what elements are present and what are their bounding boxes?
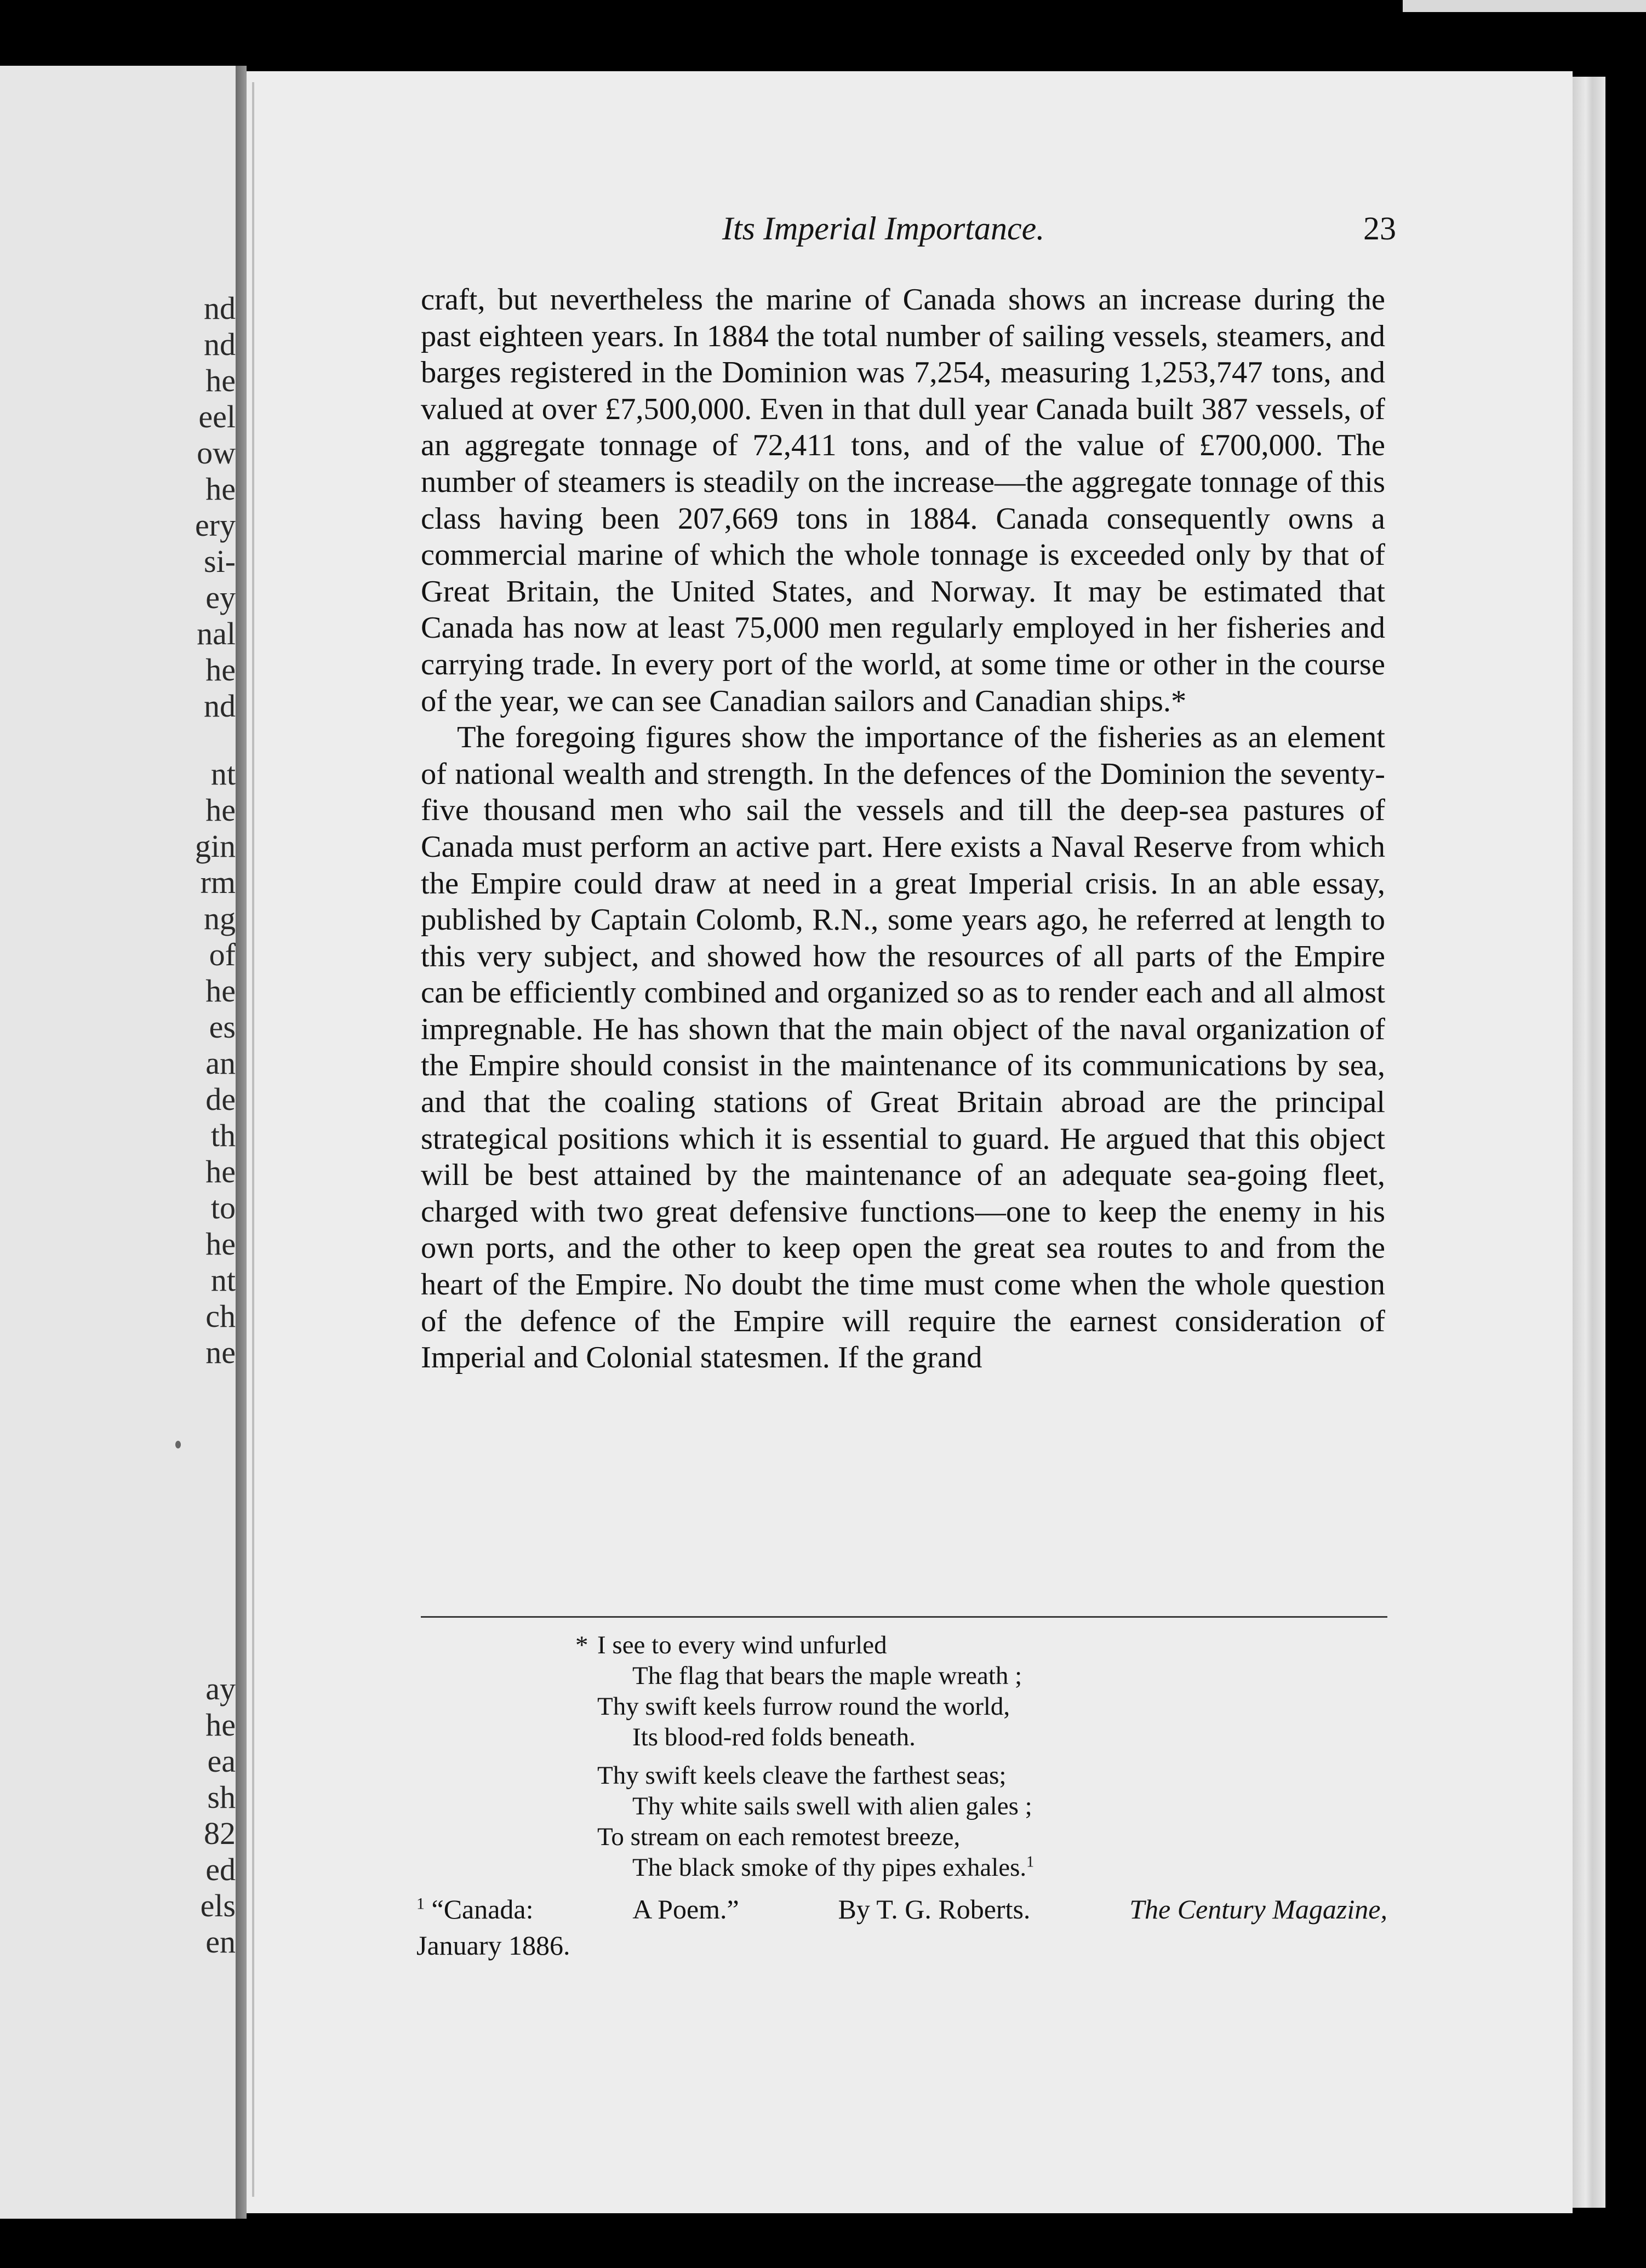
facing-page-line: rm bbox=[200, 864, 236, 900]
footnote-divider bbox=[421, 1616, 1387, 1618]
facing-page-line: eel bbox=[198, 399, 236, 434]
facing-page-line: gin bbox=[195, 828, 236, 864]
poem-footnote bbox=[575, 1630, 1200, 1891]
facing-page-line: he bbox=[205, 1154, 236, 1189]
facing-page-line: nd bbox=[204, 327, 236, 362]
poem-line: Its blood-red folds beneath. bbox=[632, 1723, 916, 1751]
footnote-marker: * bbox=[575, 1631, 588, 1659]
note-reference: 1 bbox=[1026, 1853, 1035, 1871]
facing-page-line: nd bbox=[204, 688, 236, 724]
poem-line: Thy swift keels cleave the farthest seas; bbox=[597, 1761, 1007, 1790]
facing-page-line: els bbox=[200, 1888, 236, 1923]
facing-page-line: of bbox=[209, 937, 236, 972]
facing-page-text-fragment bbox=[195, 756, 236, 1371]
facing-page-line: ch bbox=[205, 1298, 236, 1334]
poem-stanza bbox=[575, 1630, 1200, 1752]
facing-page-line: he bbox=[205, 1226, 236, 1262]
citation-source: The Century Magazine, bbox=[1129, 1894, 1387, 1925]
citation-title-cont: A Poem.” bbox=[632, 1894, 739, 1925]
facing-page-line: he bbox=[205, 652, 236, 688]
facing-page-line: nt bbox=[210, 756, 236, 792]
facing-page-line: es bbox=[209, 1009, 236, 1045]
poem-line: * I see to every wind unfurled bbox=[575, 1631, 887, 1659]
running-title: Its Imperial Importance. bbox=[722, 210, 1045, 247]
facing-page-line: he bbox=[205, 792, 236, 828]
page-number: 23 bbox=[1363, 210, 1396, 247]
citation-title: “Canada: bbox=[431, 1894, 534, 1925]
facing-page-text-fragment bbox=[201, 1671, 236, 1960]
facing-page-line: 82 bbox=[204, 1815, 236, 1851]
facing-page-line: sh bbox=[207, 1779, 236, 1815]
facing-page-line: ea bbox=[207, 1743, 236, 1779]
facing-page-line: ay bbox=[205, 1671, 236, 1706]
paragraph: The foregoing figures show the importance of the fisheries as an element of national wealth and strength. In the defences of the Dominion the seventy-five thousand men who sail the vessels and till the deep-sea pastures of Canada must perform an active part. Here exists a Naval Reserve from which the Empire could draw at need in a great Imperial crisis. In an able essay, published by Captain Colomb, R.N., some years ago, he referred at length to this very subject, and showed how the resources of all parts of the Empire can be efficiently combined and organized so as to render each and all almost impregnable. He has shown that the main object of the naval organization of the Empire should consist in the maintenance of its communications by sea, and that the coaling stations of Great Britain abroad are the principal strategical positions which it is essential to guard. He argued that this object will be best attained by the maintenance of an adequate sea-going fleet, charged with two great defensive functions—one to keep the enemy in his own ports, and the other to keep open the great sea routes to and from the heart of the Empire. No doubt the time must come when the whole question of the defence of the Empire will require the earnest consideration of Imperial and Colonial statesmen. If the grand bbox=[421, 720, 1385, 1375]
citation-date: January 1886. bbox=[416, 1930, 570, 1961]
scan-speck bbox=[175, 1441, 181, 1448]
poem-line: To stream on each remotest breeze, bbox=[597, 1823, 961, 1851]
facing-page-line: de bbox=[205, 1081, 236, 1117]
facing-page-line: nal bbox=[197, 616, 236, 651]
page-fold-line bbox=[252, 82, 254, 2197]
page-header bbox=[722, 210, 1396, 254]
poem-line: Thy white sails swell with alien gales ; bbox=[632, 1792, 1032, 1820]
paragraph: craft, but nevertheless the marine of Canada shows an increase during the past eighteen years. In 1884 the total number of sailing vessels, steamers, and barges registered in the Dominion was 7,254, measuring 1,253,747 tons, and valued at over £7,500,000. Even in that dull year Canada built 387 vessels, of an aggregate tonnage of 72,411 tons, and of the value of £700,000. The number of steamers is steadily on the increase—the aggregate tonnage of this class having been 207,669 tons in 1884. Canada consequently owns a commercial marine of which the whole tonnage is exceeded only by that of Great Britain, the United States, and Norway. It may be estimated that Canada has now at least 75,000 men regularly employed in her fisheries and carrying trade. In every port of the world, at some time or other in the course of the year, we can see Canadian sailors and Canadian ships.* bbox=[421, 283, 1385, 718]
facing-page-text-fragment bbox=[195, 290, 236, 724]
citation-author: By T. G. Roberts. bbox=[838, 1894, 1031, 1925]
facing-page-line: th bbox=[210, 1118, 236, 1153]
body-text bbox=[421, 282, 1385, 1376]
footnote-number: 1 bbox=[416, 1894, 425, 1913]
citation-footnote bbox=[416, 1891, 1387, 1963]
facing-page-line: en bbox=[205, 1924, 236, 1960]
facing-page-left bbox=[0, 66, 236, 2219]
poem-stanza bbox=[597, 1760, 1200, 1883]
page-edge-stack bbox=[1573, 77, 1605, 2208]
book-gutter bbox=[236, 66, 247, 2219]
facing-page-line: to bbox=[210, 1190, 236, 1225]
facing-page-line: ow bbox=[197, 435, 236, 471]
facing-page-line: si- bbox=[204, 543, 236, 579]
scan-edge bbox=[1403, 0, 1646, 12]
facing-page-line: an bbox=[205, 1045, 236, 1081]
facing-page-line: he bbox=[205, 973, 236, 1009]
poem-line: The black smoke of thy pipes exhales.$^1$ bbox=[632, 1853, 1035, 1882]
facing-page-line: ed bbox=[205, 1852, 236, 1887]
facing-page-line: nt bbox=[210, 1262, 236, 1298]
poem-line: Thy swift keels furrow round the world, bbox=[597, 1692, 1010, 1721]
facing-page-line: nd bbox=[204, 290, 236, 326]
facing-page-line: ery bbox=[195, 507, 236, 543]
facing-page-line: ng bbox=[204, 901, 236, 936]
poem-line: The flag that bears the maple wreath ; bbox=[632, 1662, 1022, 1690]
facing-page-line: ne bbox=[205, 1335, 236, 1370]
facing-page-line: he bbox=[205, 363, 236, 398]
facing-page-line: he bbox=[205, 1707, 236, 1743]
facing-page-line: he bbox=[205, 471, 236, 507]
facing-page-line: ey bbox=[205, 580, 236, 615]
